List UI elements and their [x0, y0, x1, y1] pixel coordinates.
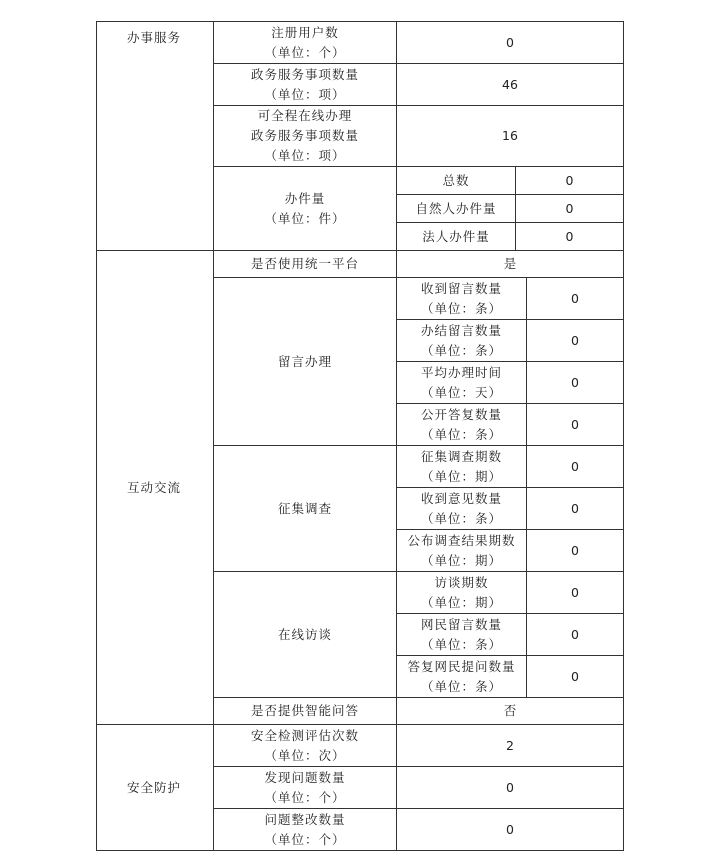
- sub-value: 0: [571, 500, 579, 516]
- sub-label: 法人办件量: [422, 228, 490, 244]
- value-cell: [397, 767, 624, 809]
- value-cell: [397, 251, 624, 278]
- value-cell: [527, 362, 624, 404]
- sub-label-cell: [397, 362, 527, 404]
- volume-unit: （单位：件）: [264, 210, 346, 226]
- row-label-cell: [214, 64, 397, 106]
- sub-value: 0: [571, 374, 579, 390]
- statistics-table: [96, 21, 624, 851]
- sub-value: 0: [565, 172, 574, 188]
- row-label: 注册用户数: [271, 24, 339, 40]
- category-label: 办事服务: [127, 30, 182, 45]
- sub-value: 0: [571, 584, 579, 600]
- value-cell: [527, 530, 624, 572]
- row-value: 是: [503, 256, 517, 271]
- row-value: 0: [506, 34, 514, 50]
- value-cell: [516, 195, 624, 223]
- row-label: 发现问题数量: [264, 769, 346, 785]
- category-security: [97, 725, 214, 851]
- row-label: 是否使用统一平台: [250, 256, 359, 271]
- category-label: 互动交流: [127, 479, 182, 495]
- value-cell: [527, 488, 624, 530]
- sub-label: 征集调查期数: [420, 448, 502, 464]
- row-label: 政务服务事项数量: [250, 66, 359, 82]
- value-cell: [527, 656, 624, 698]
- value-cell: [516, 167, 624, 195]
- row-unit: （单位：项）: [264, 148, 346, 163]
- sub-value: 0: [565, 200, 574, 216]
- row-unit: （单位：个）: [264, 789, 346, 805]
- sub-value: 0: [571, 416, 579, 432]
- row-label: 问题整改数量: [264, 811, 346, 827]
- group-label: 征集调查: [277, 500, 332, 516]
- row-value: 0: [506, 821, 514, 837]
- row-label-cell: [214, 698, 397, 725]
- sub-label: 办结留言数量: [420, 322, 502, 338]
- sub-unit: （单位：期）: [420, 468, 502, 484]
- row-unit: （单位：个）: [264, 831, 346, 847]
- sub-label-cell: [397, 167, 516, 195]
- row-label-cell: [214, 767, 397, 809]
- sub-label-cell: [397, 320, 527, 362]
- sub-label-cell: [397, 656, 527, 698]
- row-unit: （单位：次）: [264, 747, 346, 763]
- sub-unit: （单位：条）: [420, 510, 502, 526]
- category-label: 安全防护: [127, 779, 182, 795]
- value-cell: [516, 223, 624, 251]
- value-cell: [527, 404, 624, 446]
- value-cell: [397, 64, 624, 106]
- row-value: 46: [502, 76, 518, 92]
- sub-label-cell: [397, 572, 527, 614]
- group-label: 在线访谈: [277, 626, 332, 642]
- row-value: 否: [503, 703, 517, 718]
- row-label-cell: [214, 22, 397, 64]
- sub-value: 0: [571, 626, 579, 642]
- sub-label: 网民留言数量: [420, 616, 502, 632]
- row-value: 16: [502, 128, 518, 143]
- sub-unit: （单位：天）: [420, 384, 502, 400]
- value-cell: [527, 320, 624, 362]
- sub-label: 收到意见数量: [420, 490, 502, 506]
- row-value: 0: [506, 779, 514, 795]
- sub-value: 0: [571, 458, 579, 474]
- sub-label: 公布调查结果期数: [407, 532, 516, 548]
- sub-value: 0: [571, 290, 579, 306]
- sub-unit: （单位：条）: [420, 342, 502, 358]
- row-unit: （单位：个）: [264, 44, 346, 60]
- sub-label-cell: [397, 278, 527, 320]
- sub-label: 访谈期数: [434, 574, 489, 590]
- sub-label: 答复网民提问数量: [407, 658, 516, 674]
- row-unit: （单位：项）: [264, 86, 346, 102]
- sub-label: 总数: [442, 172, 470, 188]
- sub-label-cell: [397, 530, 527, 572]
- sub-unit: （单位：条）: [420, 636, 502, 652]
- sub-value: 0: [571, 542, 579, 558]
- value-cell: [397, 22, 624, 64]
- group-label-cell: [214, 278, 397, 446]
- category-interaction: [97, 251, 214, 725]
- row-label: 是否提供智能问答: [250, 703, 359, 718]
- row-label-cell: [214, 725, 397, 767]
- row-label: 可全程在线办理: [257, 108, 353, 123]
- report-page: [96, 21, 623, 851]
- value-cell: [527, 614, 624, 656]
- row-label-line2: 政务服务事项数量: [250, 128, 359, 143]
- row-label-cell: [214, 809, 397, 851]
- sub-label-cell: [397, 488, 527, 530]
- row-label: 安全检测评估次数: [250, 727, 359, 743]
- row-label-cell: [214, 106, 397, 167]
- volume-label: 办件量: [284, 190, 326, 206]
- table-row: [97, 725, 624, 767]
- sub-label: 公开答复数量: [420, 406, 502, 422]
- category-service: [97, 22, 214, 251]
- sub-label: 收到留言数量: [420, 280, 502, 296]
- value-cell: [527, 278, 624, 320]
- sub-value: 0: [565, 228, 574, 244]
- value-cell: [397, 106, 624, 167]
- row-label-cell: [214, 251, 397, 278]
- sub-label: 平均办理时间: [420, 364, 502, 380]
- value-cell: [527, 572, 624, 614]
- group-label-cell: [214, 572, 397, 698]
- value-cell: [397, 809, 624, 851]
- value-cell: [397, 698, 624, 725]
- sub-label-cell: [397, 614, 527, 656]
- value-cell: [527, 446, 624, 488]
- value-cell: [397, 725, 624, 767]
- table-row: [97, 251, 624, 278]
- row-value: 2: [506, 737, 514, 753]
- sub-unit: （单位：条）: [420, 300, 502, 316]
- group-label: 留言办理: [277, 353, 332, 369]
- group-label-cell: [214, 446, 397, 572]
- table-row: [97, 22, 624, 64]
- sub-label: 自然人办件量: [415, 200, 497, 216]
- sub-label-cell: [397, 404, 527, 446]
- sub-value: 0: [571, 332, 579, 348]
- sub-unit: （单位：期）: [420, 594, 502, 610]
- sub-value: 0: [571, 668, 579, 684]
- sub-unit: （单位：条）: [420, 426, 502, 442]
- sub-label-cell: [397, 223, 516, 251]
- sub-label-cell: [397, 446, 527, 488]
- volume-label-cell: [214, 167, 397, 251]
- sub-unit: （单位：条）: [420, 678, 502, 694]
- sub-label-cell: [397, 195, 516, 223]
- sub-unit: （单位：期）: [420, 552, 502, 568]
